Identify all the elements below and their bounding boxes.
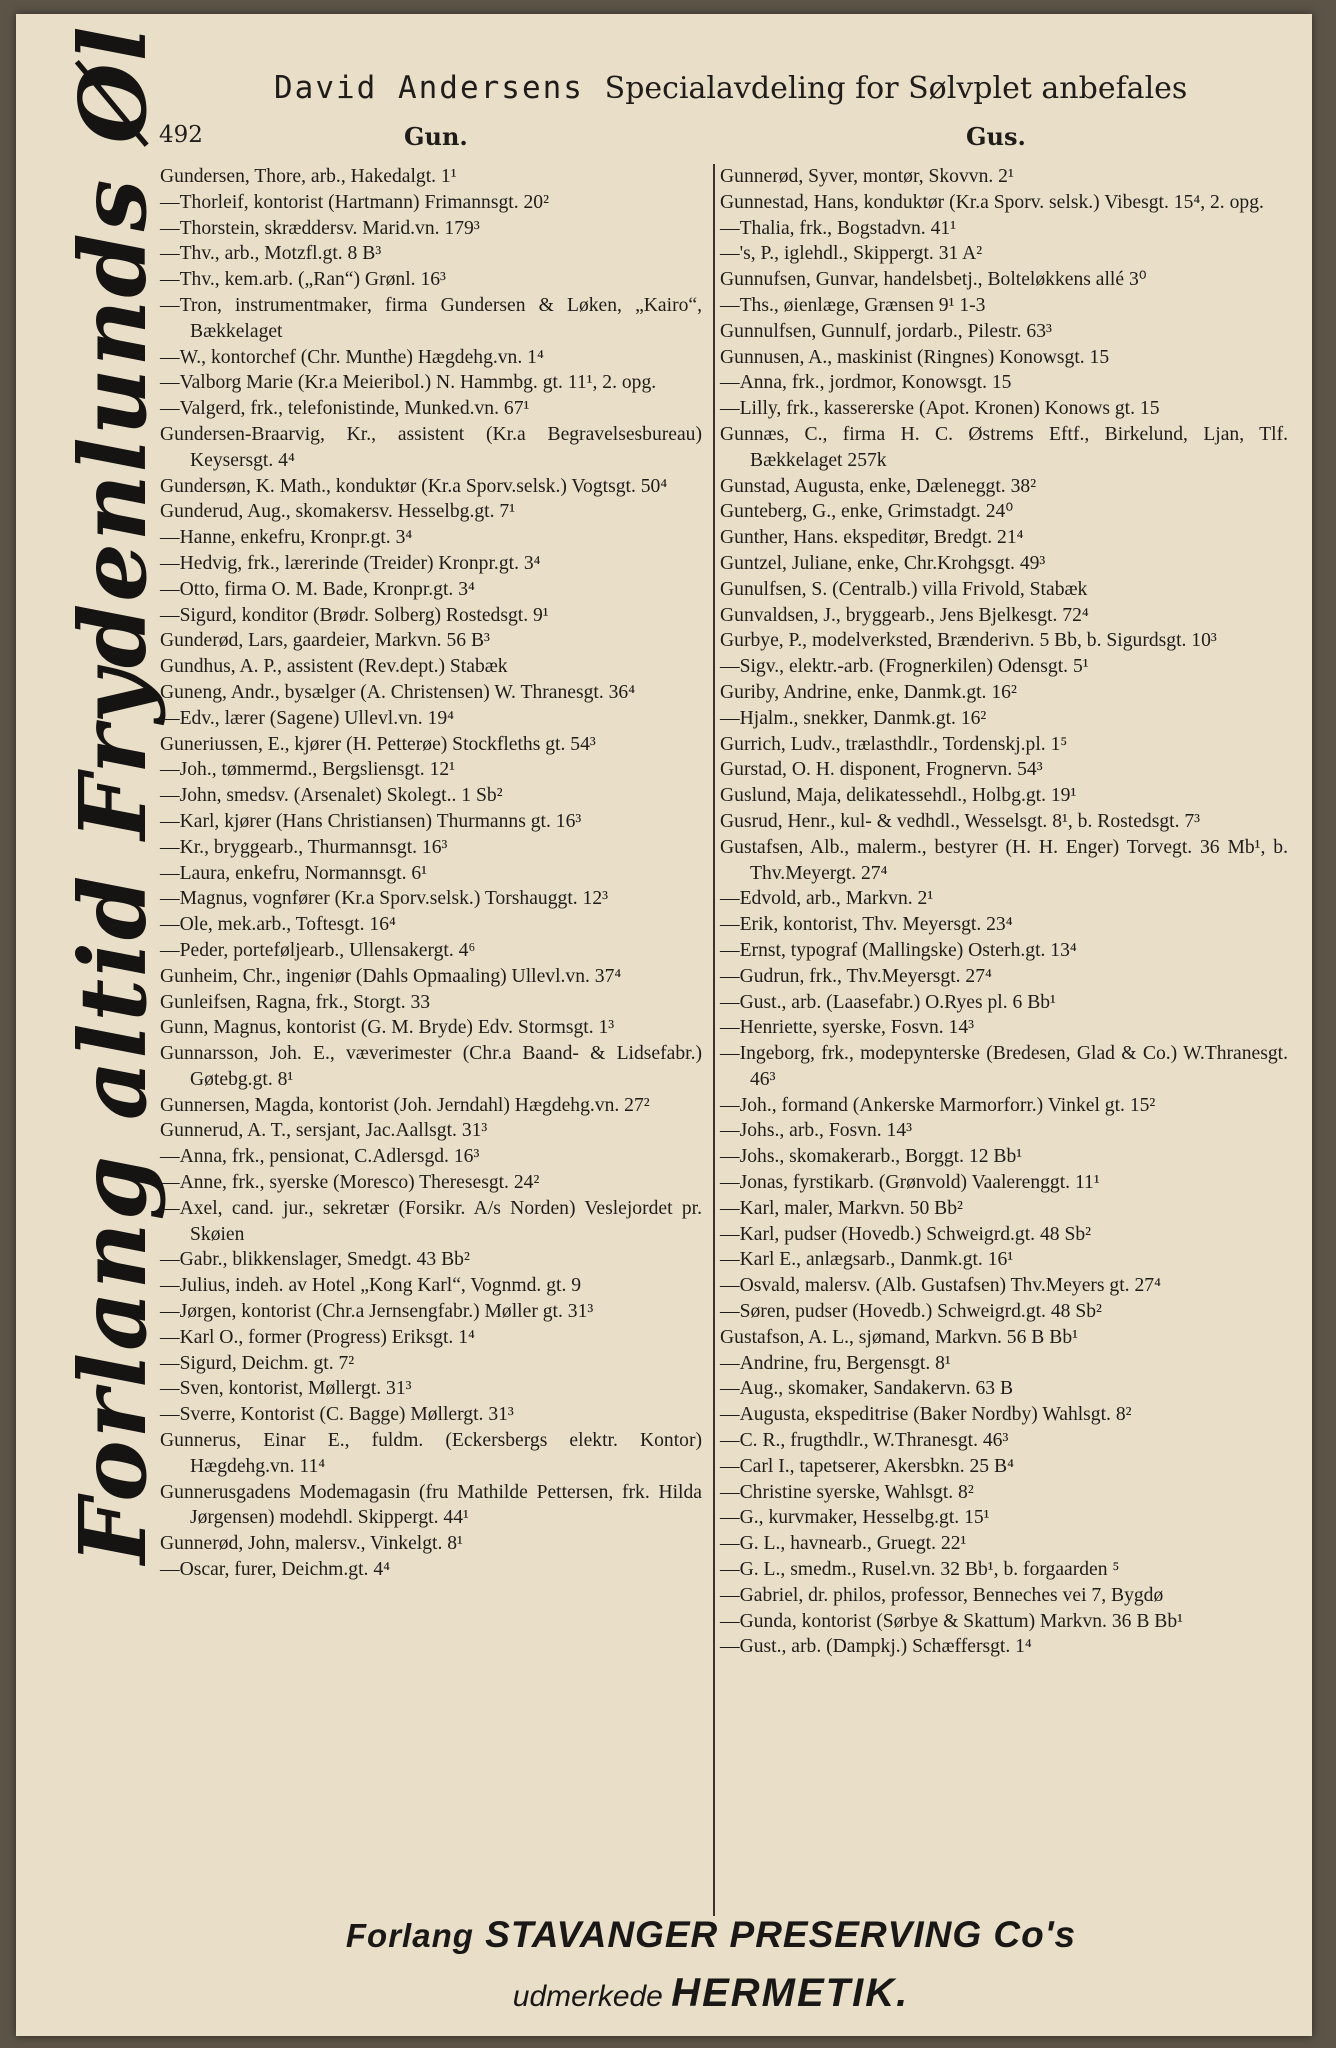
directory-entry: —Laura, enkefru, Normannsgt. 6¹ [160, 862, 428, 884]
directory-entry: Gunnulfsen, Gunnulf, jordarb., Pilestr. 63³ [720, 320, 1052, 342]
directory-entry: —Jonas, fyrstikarb. (Grønvold) Vaalerenggt. 11¹ [720, 1172, 1100, 1194]
directory-entry: —Magnus, vognfører (Kr.a Sporv.selsk.) Torshauggt. 12³ [160, 888, 609, 910]
directory-entry: —Thv., kem.arb. („Ran“) Grønl. 16³ [160, 269, 446, 291]
directory-entry: Gunnerød, John, malersv., Vinkelgt. 8¹ [160, 1533, 463, 1555]
footer-ad-line1-prefix: Forlang [345, 1917, 474, 1954]
directory-entry: —Henriette, syerske, Fosvn. 14³ [720, 1017, 975, 1039]
directory-entry: —Thorleif, kontorist (Hartmann) Frimannsgt. 20² [160, 191, 549, 213]
directory-entry: —Anne, frk., syerske (Moresco) Theresesgt. 24² [160, 1172, 540, 1194]
directory-entry: Gunulfsen, S. (Centralb.) villa Frivold, Stabæk [720, 578, 1088, 600]
directory-entry: —Andrine, fru, Bergensgt. 8¹ [720, 1352, 951, 1374]
directory-entry: —Christine syerske, Wahlsgt. 8² [720, 1481, 974, 1503]
directory-entry: —John, smedsv. (Arsenalet) Skolegt.. 1 Sb² [160, 785, 503, 807]
directory-entry: —Hedvig, frk., lærerinde (Treider) Kronpr.gt. 3⁴ [160, 552, 541, 574]
directory-entry: Gunther, Hans. ekspeditør, Bredgt. 21⁴ [720, 527, 1024, 549]
side-advertisement: Forlang altid Frydenlunds Øl [59, 24, 167, 1564]
directory-entry: —Axel, cand. jur., sekretær (Forsikr. A/s Norden) Veslejordet pr. Skøien [160, 1197, 702, 1245]
directory-entry: —Kr., bryggearb., Thurmannsgt. 16³ [160, 836, 448, 858]
directory-entry: —Thv., arb., Motzfl.gt. 8 B³ [160, 243, 382, 265]
directory-entry: Gundersen, Thore, arb., Hakedalgt. 1¹ [160, 166, 457, 187]
directory-entry: —Gabriel, dr. philos, professor, Benneches vei 7, Bygdø [720, 1584, 1164, 1606]
left-column-heading: Gun. [404, 122, 468, 151]
directory-entry: —Gabr., blikkenslager, Smedgt. 43 Bb² [160, 1249, 470, 1271]
directory-entry: —G. L., smedm., Rusel.vn. 32 Bb¹, b. forgaarden ⁵ [720, 1559, 1120, 1581]
directory-entry: Gunderød, Lars, gaardeier, Markvn. 56 B³ [160, 630, 490, 652]
directory-page [16, 14, 1312, 2036]
directory-entry: Gunnusen, A., maskinist (Ringnes) Konowsgt. 15 [720, 346, 1110, 368]
directory-entry: —G., kurvmaker, Hesselbg.gt. 15¹ [720, 1507, 990, 1529]
directory-entry: —Hjalm., snekker, Danmk.gt. 16² [720, 707, 987, 729]
directory-entry: —Gudrun, frk., Thv.Meyersgt. 27⁴ [720, 965, 992, 987]
directory-entry: —Karl, maler, Markvn. 50 Bb² [720, 1197, 963, 1219]
directory-entry: —Carl I., tapetserer, Akersbkn. 25 B⁴ [720, 1455, 1014, 1477]
directory-entry: —C. R., frugthdlr., W.Thranesgt. 46³ [720, 1430, 1009, 1452]
directory-entry: —Edv., lærer (Sagene) Ullevl.vn. 19⁴ [160, 707, 454, 729]
directory-entry: —Sigurd, Deichm. gt. 7² [160, 1352, 355, 1374]
directory-entry: Guslund, Maja, delikatessehdl., Holbg.gt. 19¹ [720, 785, 1077, 807]
directory-entry: Guneng, Andr., bysælger (A. Christensen) W. Thranesgt. 36⁴ [160, 681, 636, 703]
directory-entry: —Lilly, frk., kassererske (Apot. Kronen) Konows gt. 15 [720, 398, 1160, 420]
directory-entry: Gunnufsen, Gunvar, handelsbetj., Bolteløkkens allé 3⁰ [720, 269, 1147, 291]
directory-entry: —Erik, kontorist, Thv. Meyersgt. 23⁴ [720, 914, 1013, 936]
header-advertisement [274, 70, 1284, 110]
directory-entry: Gurrich, Ludv., trælasthdlr., Tordenskj.pl. 1⁵ [720, 733, 1068, 755]
directory-entry: —Gunda, kontorist (Sørbye & Skattum) Markvn. 36 B Bb¹ [720, 1610, 1184, 1632]
directory-entry: —Sigurd, konditor (Brødr. Solberg) Rostedsgt. 9¹ [160, 604, 549, 626]
directory-entry: —Hanne, enkefru, Kronpr.gt. 3⁴ [160, 527, 413, 549]
directory-entry: Gunn, Magnus, kontorist (G. M. Bryde) Edv. Stormsgt. 1³ [160, 1017, 615, 1039]
directory-entry: Gunnerød, Syver, montør, Skovvn. 2¹ [720, 166, 1014, 187]
directory-entry: —Ths., øienlæge, Grænsen 9¹ 1-3 [720, 294, 986, 316]
directory-entry: —Peder, porteføljearb., Ullensakergt. 4⁶ [160, 939, 476, 961]
directory-entry: —Karl O., former (Progress) Eriksgt. 1⁴ [160, 1326, 475, 1348]
right-column-heading: Gus. [966, 122, 1026, 151]
directory-entry: —Tron, instrumentmaker, firma Gundersen & Løken, „Kairo“, Bækkelaget [160, 294, 702, 342]
directory-entry: —Valborg Marie (Kr.a Meieribol.) N. Hammbg. gt. 11¹, 2. opg. [160, 372, 657, 394]
directory-entry: Guneriussen, E., kjører (H. Petterøe) Stockfleths gt. 54³ [160, 733, 596, 755]
directory-entry: Gunnersen, Magda, kontorist (Joh. Jerndahl) Hægdehg.vn. 27² [160, 1094, 650, 1116]
directory-entry: Gunheim, Chr., ingeniør (Dahls Opmaaling) Ullevl.vn. 37⁴ [160, 965, 622, 987]
directory-entry: —Johs., skomakerarb., Borggt. 12 Bb¹ [720, 1146, 1023, 1168]
directory-entry: Gustafson, A. L., sjømand, Markvn. 56 B Bb¹ [720, 1326, 1079, 1348]
directory-entry: —Ingeborg, frk., modepynterske (Bredesen, Glad & Co.) W.Thranesgt. 46³ [720, 1043, 1288, 1090]
directory-entry: —Thorstein, skræddersv. Marid.vn. 179³ [160, 217, 480, 239]
directory-entry: —Karl, kjører (Hans Christiansen) Thurmanns gt. 16³ [160, 810, 582, 832]
directory-entry: —Anna, frk., jordmor, Konowsgt. 15 [720, 372, 1012, 394]
right-column [720, 164, 1288, 1660]
header-ad-name: David Andersens [274, 70, 584, 106]
directory-entry: Gurstad, O. H. disponent, Frognervn. 54³ [720, 759, 1043, 781]
directory-entry: —Sverre, Kontorist (C. Bagge) Møllergt. 31³ [160, 1404, 514, 1426]
directory-entry: Gunnerus, Einar E., fuldm. (Eckersbergs elektr. Kontor) Hægdehg.vn. 11⁴ [160, 1430, 702, 1477]
directory-entry: —Edvold, arb., Markvn. 2¹ [720, 888, 934, 910]
directory-entry: —Joh., tømmermd., Bergsliensgt. 12¹ [160, 759, 456, 781]
directory-entry: —W., kontorchef (Chr. Munthe) Hægdehg.vn. 1⁴ [160, 346, 544, 368]
directory-entry: Gundersen-Braarvig, Kr., assistent (Kr.a Begravelsesbureau) Keysersgt. 4⁴ [160, 423, 702, 471]
directory-entry: —Søren, pudser (Hovedb.) Schweigrd.gt. 48 Sb² [720, 1301, 1102, 1323]
column-divider [713, 164, 715, 1916]
footer-ad-line2-prefix: udmerkede [512, 1980, 663, 2013]
directory-entry: —Aug., skomaker, Sandakervn. 63 B [720, 1378, 1014, 1400]
directory-entry: —Karl E., anlægsarb., Danmk.gt. 16¹ [720, 1249, 1014, 1271]
directory-entry: —Augusta, ekspeditrise (Baker Nordby) Wahlsgt. 8² [720, 1404, 1132, 1426]
directory-entry: —Karl, pudser (Hovedb.) Schweigrd.gt. 48 Sb² [720, 1223, 1092, 1245]
footer-advertisement [136, 1911, 1286, 2017]
directory-entry: —Gust., arb. (Laasefabr.) O.Ryes pl. 6 Bb¹ [720, 991, 1056, 1013]
directory-entry: —Oscar, furer, Deichm.gt. 4⁴ [160, 1559, 390, 1581]
directory-entry: —Otto, firma O. M. Bade, Kronpr.gt. 3⁴ [160, 578, 475, 600]
directory-entry: —Sigv., elektr.-arb. (Frognerkilen) Odensgt. 5¹ [720, 656, 1089, 678]
directory-entry: Gundersøn, K. Math., konduktør (Kr.a Sporv.selsk.) Vogtsgt. 50⁴ [160, 475, 668, 497]
header-ad-text: Specialavdeling for Sølvplet anbefales [604, 71, 1188, 106]
directory-entry: Gunleifsen, Ragna, frk., Storgt. 33 [160, 991, 431, 1013]
directory-entry: —Johs., arb., Fosvn. 14³ [720, 1120, 913, 1142]
directory-entry: Gunnestad, Hans, konduktør (Kr.a Sporv. selsk.) Vibesgt. 15⁴, 2. opg. [720, 191, 1264, 213]
directory-entry: Guntzel, Juliane, enke, Chr.Krohgsgt. 49³ [720, 552, 1046, 574]
directory-entry: Gunnerusgadens Modemagasin (fru Mathilde Pettersen, frk. Hilda Jørgensen) modehdl. Skippergt. 44¹ [160, 1481, 702, 1529]
directory-entry: Guriby, Andrine, enke, Danmk.gt. 16² [720, 681, 1017, 703]
directory-entry: Gundhus, A. P., assistent (Rev.dept.) Stabæk [160, 656, 508, 678]
directory-entry: —Ole, mek.arb., Toftesgt. 16⁴ [160, 914, 396, 936]
left-column [160, 164, 702, 1583]
directory-entry: —G. L., havnearb., Gruegt. 22¹ [720, 1533, 967, 1555]
directory-entry: —Julius, indeh. av Hotel „Kong Karl“, Vognmd. gt. 9 [160, 1275, 582, 1297]
directory-entry: —Joh., formand (Ankerske Marmorforr.) Vinkel gt. 15² [720, 1094, 1156, 1116]
directory-entry: —Valgerd, frk., telefonistinde, Munked.vn. 67¹ [160, 398, 530, 420]
directory-entry: —Sven, kontorist, Møllergt. 31³ [160, 1378, 412, 1400]
directory-entry: Gunstad, Augusta, enke, Dæleneggt. 38² [720, 475, 1037, 497]
directory-entry: —Anna, frk., pensionat, C.Adlersgd. 16³ [160, 1146, 480, 1168]
directory-entry: Gurbye, P., modelverksted, Brænderivn. 5 Bb, b. Sigurdsgt. 10³ [720, 630, 1217, 652]
footer-ad-line2-main: HERMETIK. [671, 1971, 910, 2015]
directory-entry: Gunnæs, C., firma H. C. Østrems Eftf., Birkelund, Ljan, Tlf. Bækkelaget 257k [720, 423, 1288, 471]
directory-entry: —Osvald, malersv. (Alb. Gustafsen) Thv.Meyers gt. 27⁴ [720, 1275, 1161, 1297]
directory-entry: Gunvaldsen, J., bryggearb., Jens Bjelkesgt. 72⁴ [720, 604, 1089, 626]
directory-entry: —'s, P., iglehdl., Skippergt. 31 A² [720, 243, 983, 265]
directory-entry: —Thalia, frk., Bogstadvn. 41¹ [720, 217, 957, 239]
directory-entry: —Jørgen, kontorist (Chr.a Jernsengfabr.) Møller gt. 31³ [160, 1301, 594, 1323]
directory-entry: Gunnarsson, Joh. E., væverimester (Chr.a Baand- & Lidsefabr.) Gøtebg.gt. 8¹ [160, 1043, 702, 1090]
directory-entry: Gunteberg, G., enke, Grimstadgt. 24⁰ [720, 501, 1014, 523]
directory-entry: Gustafsen, Alb., malerm., bestyrer (H. H. Enger) Torvegt. 36 Mb¹, b. Thv.Meyergt. 27⁴ [720, 836, 1288, 884]
directory-entry: —Ernst, typograf (Mallingske) Osterh.gt. 13⁴ [720, 939, 1077, 961]
directory-entry: —Gust., arb. (Dampkj.) Schæffersgt. 1⁴ [720, 1636, 1032, 1658]
directory-entry: Gunderud, Aug., skomakersv. Hesselbg.gt. 7¹ [160, 501, 516, 523]
footer-ad-line1-main: STAVANGER PRESERVING Co's [485, 1914, 1077, 1955]
directory-entry: Gunnerud, A. T., sersjant, Jac.Aallsgt. 31³ [160, 1120, 488, 1142]
directory-entry: Gusrud, Henr., kul- & vedhdl., Wesselsgt. 8¹, b. Rostedsgt. 7³ [720, 810, 1201, 832]
page-number: 492 [159, 122, 203, 148]
